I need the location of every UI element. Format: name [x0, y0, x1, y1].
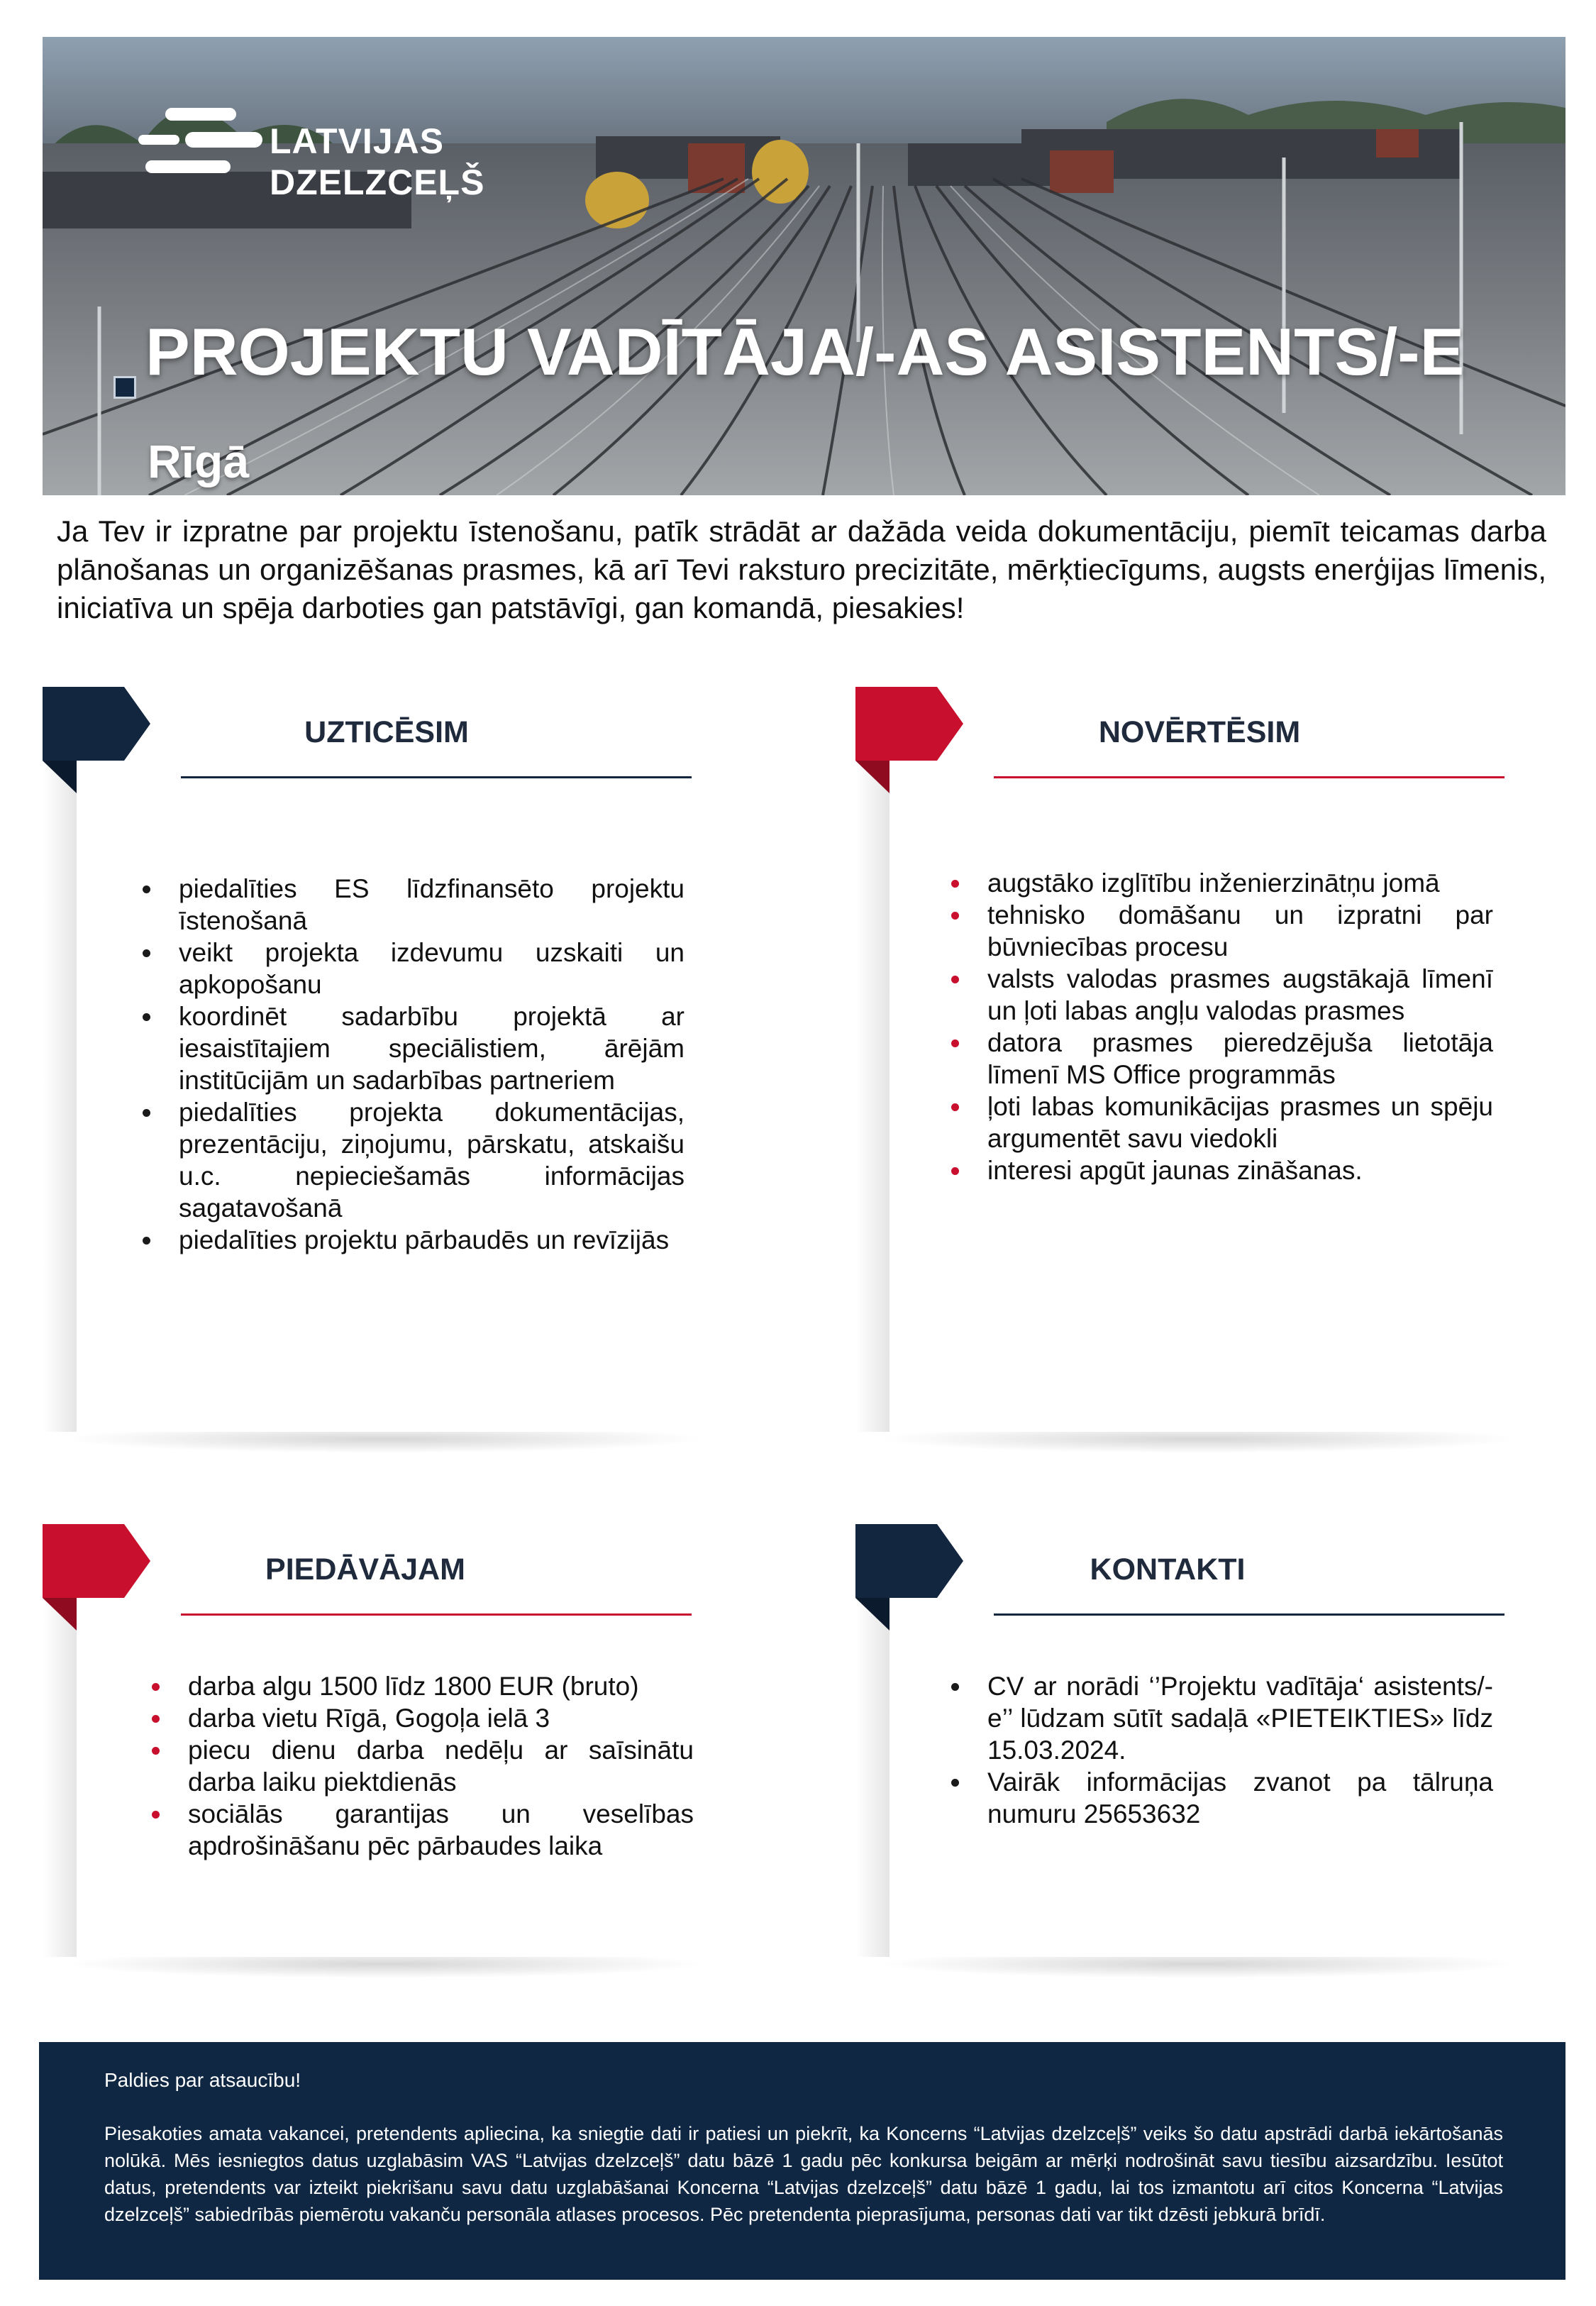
section-heading: PIEDĀVĀJAM	[265, 1552, 465, 1587]
list-item: darba algu 1500 līdz 1800 EUR (bruto)	[148, 1670, 694, 1702]
novertesim-list	[947, 867, 1493, 1186]
brand-wordmark	[270, 121, 484, 203]
card-tab-navy-icon	[43, 687, 150, 795]
list-item: sociālās garantijas un veselības apdrošināšanu pēc pārbaudes laika	[148, 1798, 694, 1862]
uzticesim-list	[138, 873, 685, 1256]
list-item: piedalīties ES līdzfinansēto projektu īstenošanā	[138, 873, 685, 937]
list-item: datora prasmes pieredzējuša lietotāja līmenī MS Office programmās	[947, 1027, 1493, 1091]
list-item: interesi apgūt jaunas zināšanas.	[947, 1154, 1493, 1186]
brand-line-1: LATVIJAS	[270, 121, 444, 161]
latvijas-dzelzcels-logo-icon	[138, 108, 262, 179]
railway-yard-photo	[43, 37, 1565, 495]
title-marker-icon	[113, 376, 136, 399]
section-heading: KONTAKTI	[1090, 1552, 1246, 1587]
card-uzticesim	[43, 687, 706, 1432]
list-item: tehnisko domāšanu un izpratni par būvniecības procesu	[947, 899, 1493, 963]
intro-paragraph: Ja Tev ir izpratne par projektu īstenošanu, patīk strādāt ar dažāda veida dokumentāciju, piemīt teicamas darba plānošanas un organizēšanas prasmes, kā arī Tevi raksturo precizitāte, mērķtiecīgums, augsts enerģijas līmenis, iniciatīva un spēja darboties gan patstāvīgi, gan komandā, piesakies!	[57, 514, 1546, 624]
list-item: piedalīties projektu pārbaudēs un revīzijās	[138, 1224, 685, 1256]
section-heading: NOVĒRTĒSIM	[1098, 715, 1301, 749]
card-piedavajam	[43, 1524, 706, 1957]
list-item: piedalīties projekta dokumentācijas, prezentāciju, ziņojumu, pārskatu, atskaišu u.c. nepieciešamās informācijas sagatavošanā	[138, 1096, 685, 1224]
heading-underline	[994, 776, 1504, 778]
heading-underline	[994, 1613, 1504, 1616]
job-location: Rīgā	[148, 435, 250, 487]
list-item: ļoti labas komunikācijas prasmes un spēju argumentēt savu viedokli	[947, 1091, 1493, 1154]
card-novertesim	[855, 687, 1519, 1432]
heading-underline	[181, 1613, 692, 1616]
footer-thanks: Paldies par atsaucību!	[104, 2069, 301, 2091]
heading-underline	[181, 776, 692, 778]
footer-disclaimer-text: Piesakoties amata vakancei, pretendents apliecina, ka sniegtie dati ir patiesi un piekrīt, ka Koncerns “Latvijas dzelzceļš” veiks šo datu apstrādi darbā iekārtošanās nolūkā. Mēs iesniegtos datus uzglabāsim VAS “Latvijas dzelzceļš” datu bāzē 1 gadu pēc konkursa beigām ar mērķi nodrošināt savu tiesību aizsardzību. Iesūtot datus, pretendents var izteikt piekrišanu savu datu uzglabāšanai Koncerna “Latvijas dzelzceļš” datu bāzē 1 gadu, lai tos izmantotu arī citos Koncerna “Latvijas dzelzceļš” sabiedrībās piemērotu vakanču personāla atlases procesos. Pēc pretendenta pieprasījuma, personas dati var tikt dzēsti jebkurā brīdī.	[104, 2123, 1503, 2225]
card-kontakti	[855, 1524, 1519, 1957]
list-item: veikt projekta izdevumu uzskaiti un apkopošanu	[138, 937, 685, 1000]
hero-banner	[43, 37, 1565, 495]
kontakti-list	[947, 1670, 1493, 1830]
section-heading: UZTICĒSIM	[304, 715, 469, 749]
list-item: valsts valodas prasmes augstākajā līmenī un ļoti labas angļu valodas prasmes	[947, 963, 1493, 1027]
card-tab-red-icon	[855, 687, 963, 795]
job-title: PROJEKTU VADĪTĀJA/-AS ASISTENTS/-E	[145, 314, 1465, 389]
list-item: piecu dienu darba nedēļu ar saīsinātu darba laiku piektdienās	[148, 1734, 694, 1798]
list-item: Vairāk informācijas zvanot pa tālruņa numuru 25653632	[947, 1766, 1493, 1830]
card-tab-navy-icon	[855, 1524, 963, 1632]
footer-disclaimer-panel	[39, 2042, 1565, 2280]
list-item: darba vietu Rīgā, Gogoļa ielā 3	[148, 1702, 694, 1734]
list-item: koordinēt sadarbību projektā ar iesaistītajiem speciālistiem, ārējām institūcijām un sadarbības partneriem	[138, 1000, 685, 1096]
card-tab-red-icon	[43, 1524, 150, 1632]
piedavajam-list	[148, 1670, 694, 1862]
brand-line-2: DZELZCEĻŠ	[270, 162, 485, 202]
list-item: CV ar norādi ‘’Projektu vadītāja‘ asistents/-e’’ lūdzam sūtīt sadaļā «PIETEIKTIES» līdz 15.03.2024.	[947, 1670, 1493, 1766]
list-item: augstāko izglītību inženierzinātņu jomā	[947, 867, 1493, 899]
